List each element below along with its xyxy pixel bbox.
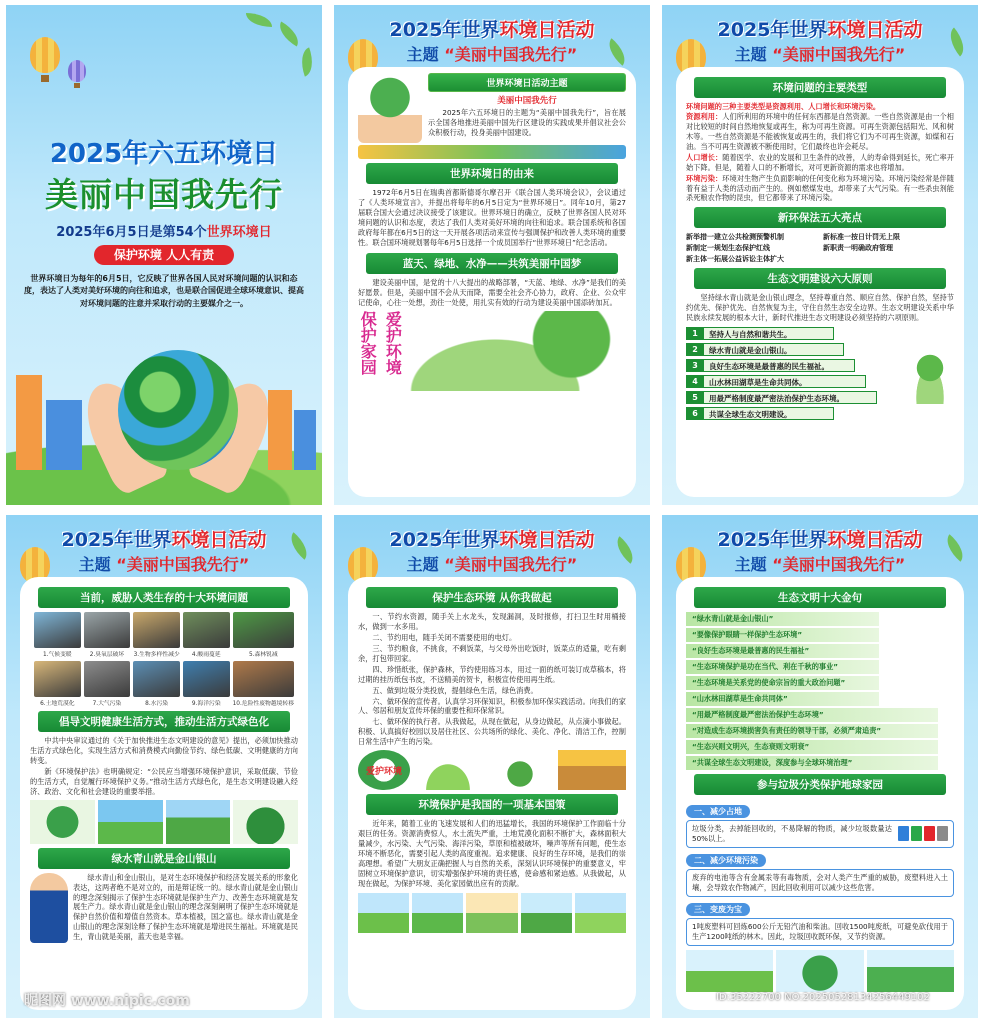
city-strip-image — [358, 145, 626, 159]
principle-row — [686, 407, 902, 420]
sorting-steps — [686, 799, 954, 946]
activity-title-b: 环境日活动 — [827, 19, 923, 41]
trash-bin-icon — [911, 826, 922, 841]
quote-item: “对造成生态环境损害负有责任的领导干部，必须严肃追责” — [686, 724, 938, 738]
civilization-text-image — [233, 800, 298, 844]
calligraphy-b: 爱护环境 — [383, 311, 403, 376]
section-title-types: 环境问题的主要类型 — [694, 77, 946, 98]
protect-environment-badge: 爱护环境 — [358, 750, 410, 790]
action-item: 三、节约粮食，不挑食，不剩饭菜，与父母外出吃饭时，饭菜点的适量，吃有剩余，打包带回家。 — [358, 643, 626, 663]
threat-photo — [34, 612, 81, 648]
leaf-icon — [246, 13, 272, 27]
section-title-threats: 当前，威胁人类生存的十大环境问题 — [38, 587, 290, 608]
poster-title-year: 2025年六五环境日 — [49, 139, 279, 169]
illustration-image — [686, 950, 773, 992]
law-highlight-item: 新制定一规划生态保护红线 — [686, 244, 770, 253]
principle-number: 3 — [686, 359, 704, 372]
step-tag: 一、减少占地 — [686, 805, 750, 818]
law-highlight-item: 新举措一建立公共检测预警机制 — [686, 233, 784, 242]
threat-caption: 8.水污染 — [145, 701, 169, 707]
section-title-policy: 环境保护是我国的一项基本国策 — [366, 794, 618, 815]
quote-item: “良好生态环境是最普惠的民生福祉” — [686, 644, 879, 658]
poster-1 — [6, 5, 322, 505]
section-title-lifestyle: 倡导文明健康生活方式，推动生活方式绿色化 — [38, 711, 290, 732]
step-text: 垃圾分类，去掉能回收的，不易降解的物质，减少垃圾数量达50%以上。 — [692, 824, 892, 843]
threat-caption: 10.危险性废物越境转移 — [232, 701, 294, 707]
quotes-list — [686, 612, 954, 770]
threat-caption: 5.森林锐减 — [248, 652, 278, 658]
principle-number: 6 — [686, 407, 704, 420]
kids-planting-image — [408, 311, 626, 391]
principles-list — [686, 324, 902, 423]
content-card — [676, 67, 964, 497]
theme-prefix: 主题 — [406, 45, 439, 64]
pollution-text: 环境对生物产生负面影响的任何变化称为环境污染。环境污染经常是伴随着有益于人类的活动而产生的。例如燃煤发电，却带来了大气污染。有一些杀虫剂能杀死粮农作物的昆虫，但它都带来了环境污染。 — [686, 173, 954, 203]
principle-label: 绿水青山就是金山银山。 — [704, 343, 844, 356]
presenter-figure-image — [30, 873, 68, 943]
activity-theme — [334, 552, 650, 575]
hot-air-balloon-icon — [30, 37, 60, 73]
quote-item: “绿水青山就是金山银山” — [686, 612, 879, 626]
illustration-image — [412, 893, 463, 933]
activity-title-a: 2025年世界 — [717, 19, 828, 41]
actions-list — [358, 612, 626, 747]
eco-city-image — [486, 750, 554, 790]
quote-item: “生态环境是关系党的使命宗旨的重大政治问题” — [686, 676, 879, 690]
threat-item — [233, 661, 294, 707]
building-icon — [46, 400, 82, 470]
content-card — [348, 577, 636, 1010]
quote-item: “生态兴则文明兴，生态衰则文明衰” — [686, 740, 938, 754]
threat-photo — [233, 612, 294, 648]
threat-item — [133, 661, 180, 707]
activity-title-b: 环境日活动 — [171, 529, 267, 551]
types-text — [686, 102, 954, 203]
activity-theme — [662, 42, 978, 65]
threat-item — [84, 612, 131, 658]
pollution-label: 环境污染： — [686, 173, 723, 183]
theme-text: 2025年六五环境日的主题为“美丽中国我先行”，旨在展示全国各地推进美丽中国先行区建设的实践成果并倡议社会公众积极行动，投身美丽中国建设。 — [428, 108, 626, 137]
section-title-quotes: 生态文明十大金句 — [694, 587, 946, 608]
principle-number: 4 — [686, 375, 704, 388]
quote-item: “用最严格制度最严密法治保护生态环境” — [686, 708, 938, 722]
principle-label: 良好生态环境是最普惠的民生福祉。 — [704, 359, 855, 372]
quote-item: “山水林田湖草是生命共同体” — [686, 692, 879, 706]
activity-theme — [6, 552, 322, 575]
sorting-step — [686, 848, 954, 897]
theme-prefix: 主题 — [406, 555, 439, 574]
hot-air-balloon-icon — [68, 60, 86, 82]
lifestyle-text: 中共中央审议通过的《关于加快推进生态文明建设的意见》提出，必须加快推动生活方式绿色化，实现生活方式和消费模式向勤俭节约、绿色低碳、文明健康的方向转变。 新《环境保护法》也明确规定：“公民应当增强环境保护意识，采取低碳、节俭的生活方式，自觉履行环境保护义务。”推动生活方式绿色化，是生态文明建设融入经济、政治、文化和社会建设的重要举措。 — [30, 736, 298, 796]
activity-title-b: 环境日活动 — [827, 529, 923, 551]
activity-title-a: 2025年世界 — [61, 529, 172, 551]
principle-row — [686, 391, 902, 404]
trash-bins-icon — [896, 826, 948, 841]
threat-item — [233, 612, 294, 658]
green-globe-image — [30, 800, 95, 844]
poster-4 — [6, 515, 322, 1018]
principle-label: 坚持人与自然和谐共生。 — [704, 327, 834, 340]
watermark-right: ID:35222700 NO:20250528134256449102 — [716, 992, 930, 1003]
threat-caption: 7.大气污染 — [92, 701, 122, 707]
principle-number: 2 — [686, 343, 704, 356]
threat-caption: 6.土地荒漠化 — [40, 701, 75, 707]
threat-caption: 3.生物多样性减少 — [133, 652, 180, 658]
calligraphy-a: 保护家园 — [358, 311, 378, 376]
population-text: 随着医学、农业的发展和卫生条件的改善，人的寿命得到延长，死亡率开始下降。但是，随着人口的不断增长，对可更新资源的需求也将增加。 — [686, 152, 954, 172]
slogan-banner: 保护环境 人人有责 — [94, 245, 234, 265]
trash-bin-icon — [937, 826, 948, 841]
poster-title-main: 美丽中国我先行 — [45, 175, 283, 214]
action-item: 一、节约水资源，随手关上水龙头，发现漏洞，及时报修，打扫卫生时用桶接水，做到一水多用。 — [358, 612, 626, 631]
step-box — [686, 869, 954, 897]
leaf-icon — [274, 21, 304, 46]
threat-photo — [183, 661, 230, 697]
step-text: 1吨废塑料可回炼600公斤无铅汽油和柴油。回收1500吨废纸，可避免砍伐用于生产1200吨纸的林木。因此，垃圾回收既环保，又节约资源。 — [692, 921, 948, 941]
threat-caption: 4.酸雨蔓延 — [191, 652, 221, 658]
threat-photo — [133, 661, 180, 697]
step-box — [686, 918, 954, 946]
policy-text: 近年来，随着工业的飞速发展和人们的迅猛增长，我国的环境保护工作面临十分艰巨的任务。资源消费惊人，水土流失严重，土地荒漠化面积不断扩大，森林面积大量减少，水污染、大气污染、海洋污染，草原和植被破坏，噪声等所有问题，使生态环境不断恶化，需要引起人类的高度重视。追求健康、良好的生存环境，是我们的崇高理想。希望广大朋友正确把握人与自然的关系，深刻认识环境保护的重要意义，牢固树立环境保护意识，切实增强保护环境的责任感，使命感和紧迫感。从我做起，从现在做起，为保护环境、美化家园做出应有的贡献。 — [358, 819, 626, 888]
section-title-eco: 生态文明建设六大原则 — [694, 268, 946, 289]
threat-caption: 2.臭氧层破坏 — [89, 652, 125, 658]
activity-title — [662, 15, 978, 42]
illustration-image — [466, 893, 517, 933]
activity-theme — [334, 42, 650, 65]
resource-label: 资源利用： — [686, 111, 723, 121]
principle-label: 山水林田湖草是生命共同体。 — [704, 375, 866, 388]
law-highlights-list — [686, 232, 954, 264]
section-title-start: 保护生态环境 从你我做起 — [366, 587, 618, 608]
threat-photo — [183, 612, 230, 648]
activity-title — [334, 15, 650, 42]
illustration-image — [867, 950, 954, 992]
resource-text: 人们所利用的环境中的任何东西都是自然资源。一些自然资源是由一个相对比较短的时间自然地恢复或再生，称为可再生资源。可再生资源包括阳光、风和树木等。一些自然资源是不能被恢复或再生的，我们将它们为不可再生资源，如煤和石油。当不可再生资源被不断使用时，它们最终也许会耗尽。 — [686, 111, 954, 151]
subtitle-suffix: 世界环境日 — [206, 225, 272, 240]
theme-quote: “美丽中国我先行” — [116, 555, 250, 574]
types-intro: 环境问题的三种主要类型是资源利用、人口增长和环境污染。 — [686, 102, 881, 111]
activity-title-b: 环境日活动 — [499, 19, 595, 41]
quote-item: “生态环境保护是功在当代、利在千秋的事业” — [686, 660, 879, 674]
threat-item — [183, 661, 230, 707]
threat-caption: 9.海洋污染 — [191, 701, 221, 707]
activity-title-b: 环境日活动 — [499, 529, 595, 551]
principle-row — [686, 375, 902, 388]
principle-row — [686, 343, 902, 356]
principle-number: 1 — [686, 327, 704, 340]
theme-quote: “美丽中国我先行” — [772, 45, 906, 64]
activity-title — [334, 525, 650, 552]
section-title-sorting: 参与垃圾分类保护地球家园 — [694, 774, 946, 795]
dream-text: 建设美丽中国，是党的十八大提出的战略部署，“天蓝、地绿、水净”是我们的美好愿景。但是，美丽中国不会从天而降，需要全社会齐心协力，政府、企业、公众牢记使命，心往一处想，劲往一处使，用扎实有效的行动为建设美丽中国添砖加瓦。 — [358, 277, 626, 307]
leaf-icon — [296, 47, 318, 76]
content-card — [676, 577, 964, 1010]
section-title-law: 新环保法五大亮点 — [694, 207, 946, 228]
section-title-mountain: 绿水青山就是金山银山 — [38, 848, 290, 869]
building-icon — [294, 410, 316, 470]
threat-photo — [233, 661, 294, 697]
theme-box-sub: 美丽中国我先行 — [497, 96, 557, 106]
trees-image — [166, 800, 231, 844]
poster-subtitle — [6, 221, 322, 240]
tree-hands-image — [358, 73, 422, 143]
origin-text: 1972年6月5日在瑞典首都斯德哥尔摩召开《联合国人类环境会议》，会议通过了《人类环境宣言》，并提出将每年的6月5日定为“世界环境日”。同年10月，第27届联合国大会通过决议接受了该建议。世界环境日的确立，反映了世界各国人民对环境问题的认识和态度，表达了我们人类对美好环境的向往和追求。联合国系统和各国政府每年都在6月5日的这一天开展各项活动来宣传与强调保护和改善人类环境的重要性。联合国环境规划署每年6月5日选择一个成员国举行“世界环境日”纪念活动。 — [358, 188, 626, 247]
activity-theme — [662, 552, 978, 575]
sorting-step — [686, 897, 954, 946]
activity-title-a: 2025年世界 — [389, 529, 500, 551]
trash-bin-icon — [924, 826, 935, 841]
activity-title-a: 2025年世界 — [389, 19, 500, 41]
quote-item: “要像保护眼睛一样保护生态环境” — [686, 628, 879, 642]
action-item: 二、节约用电，随手关闭不需要使用的电灯。 — [372, 632, 517, 642]
poster-2 — [334, 5, 650, 505]
eco-intro: 坚持绿水青山就是金山银山理念，坚持尊重自然、顺应自然、保护自然，坚持节约优先、保护优先、自然恢复为主，守住自然生态安全边界。生态文明建设关系中华民族永续发展的根本大计，新时代推进生态文明建设必须坚持的六项原则。 — [686, 293, 954, 323]
theme-quote: “美丽中国我先行” — [772, 555, 906, 574]
law-highlight-item: 新标准一按日计罚无上限 — [823, 233, 900, 242]
threat-item — [133, 612, 180, 658]
population-label: 人口增长： — [686, 152, 723, 162]
action-item: 四、珍惜纸张，保护森林，节约使用练习本，用过一面的纸可装订成草稿本，将过期的挂历纸包书皮，不送精美的贺卡，积极宣传使用再生纸。 — [358, 664, 626, 684]
principle-row — [686, 359, 902, 372]
action-item: 六、做环保的宣传者。认真学习环保知识，积极参加环保实践活动。向我们的家人、邻居和朋友宣传环保的重要性和环保常识。 — [358, 696, 626, 716]
building-icon — [268, 390, 292, 470]
principle-label: 共谋全球生态文明建设。 — [704, 407, 834, 420]
forest-globe-image — [906, 344, 954, 404]
principle-label: 用最严格制度最严密法治保护生态环境。 — [704, 391, 877, 404]
activity-title-a: 2025年世界 — [717, 529, 828, 551]
law-highlight-item: 新职责一明确政府管理 — [823, 244, 893, 253]
action-item: 七、做环保的执行者。从我做起，从现在做起，从身边做起，从点滴小事做起。积极、认真搞好校园以及居住社区、公共场所的绿化、美化、净化、清洁工作，控制日常生活中产生的污染。 — [358, 717, 626, 747]
theme-quote: “美丽中国我先行” — [444, 45, 578, 64]
poster-6 — [662, 515, 978, 1018]
intro-text: 世界环境日为每年的6月5日，它反映了世界各国人民对环境问题的认识和态度，表达了人类对美好环境的向往和追求，也是联合国促进全球环境意识、提高对环境问题的注意并采取行动的主要媒介之一。 — [24, 274, 304, 308]
step-tag: 二、减少环境污染 — [686, 854, 766, 867]
illustration-image — [521, 893, 572, 933]
illustration-image — [358, 893, 409, 933]
activity-title — [6, 525, 322, 552]
theme-box-title: 世界环境日活动主题 — [428, 73, 626, 92]
mountain-text: 绿水青山和金山银山，是对生态环境保护和经济发展关系的形象化表达，这两者绝不是对立的，而是辩证统一的。绿水青山就是金山银山的理念深刻揭示了保护生态环境就是保护生产力、改善生态环境就是发展生产力。绿水青山就是金山银山的理念深刻阐明了保护生态环境就是保护自然价值和增值自然资本。草本植被，国之富也。绿水青山就是金山银山的理念深刻诠释了保护生态环境就是增进民生福祉。环境就是民生，青山就是美丽，蓝天也是幸福。 — [73, 872, 298, 942]
principle-row — [686, 327, 902, 340]
quote-item: “共谋全球生态文明建设，深度参与全球环境治理” — [686, 756, 938, 770]
theme-prefix: 主题 — [734, 555, 767, 574]
subtitle-prefix: 2025年6月5日是第54个 — [56, 225, 207, 240]
threat-caption: 1.气候变暖 — [42, 652, 72, 658]
watermark-left: 昵图网 www.nipic.com — [24, 993, 190, 1009]
content-card — [20, 577, 308, 1010]
threat-item — [84, 661, 131, 707]
threats-grid — [34, 612, 294, 707]
illustration-image — [575, 893, 626, 933]
step-text: 废弃的电池等含有金属汞等有毒物质，会对人类产生严重的威胁，废塑料进入土壤，会导致农作物减产，因此回收利用可以减少这些危害。 — [692, 872, 948, 892]
activity-title — [662, 525, 978, 552]
building-icon — [16, 375, 42, 470]
threat-item — [34, 661, 81, 707]
theme-quote: “美丽中国我先行” — [444, 555, 578, 574]
sorting-step — [686, 799, 954, 848]
theme-prefix: 主题 — [78, 555, 111, 574]
green-globe-icon — [118, 350, 238, 470]
principle-number: 5 — [686, 391, 704, 404]
threat-photo — [34, 661, 81, 697]
threat-photo — [133, 612, 180, 648]
law-highlight-item: 新主体一拓展公益诉讼主体扩大 — [686, 255, 784, 264]
threat-photo — [84, 612, 131, 648]
action-item: 五、做到垃圾分类投放，提倡绿色生活，绿色消费。 — [372, 685, 538, 695]
threat-item — [34, 612, 81, 658]
poster-3 — [662, 5, 978, 505]
step-tag: 三、变废为宝 — [686, 903, 750, 916]
trash-bin-icon — [898, 826, 909, 841]
threat-photo — [84, 661, 131, 697]
threat-item — [183, 612, 230, 658]
content-card — [348, 67, 636, 497]
field-image — [98, 800, 163, 844]
illustration-image — [776, 950, 863, 992]
hourglass-image — [558, 750, 626, 790]
hand-plant-image — [414, 750, 482, 790]
theme-prefix: 主题 — [734, 45, 767, 64]
step-box — [686, 820, 954, 848]
section-title-origin: 世界环境日的由来 — [366, 163, 618, 184]
section-title-dream: 蓝天、绿地、水净——共筑美丽中国梦 — [366, 253, 618, 274]
poster-5 — [334, 515, 650, 1018]
